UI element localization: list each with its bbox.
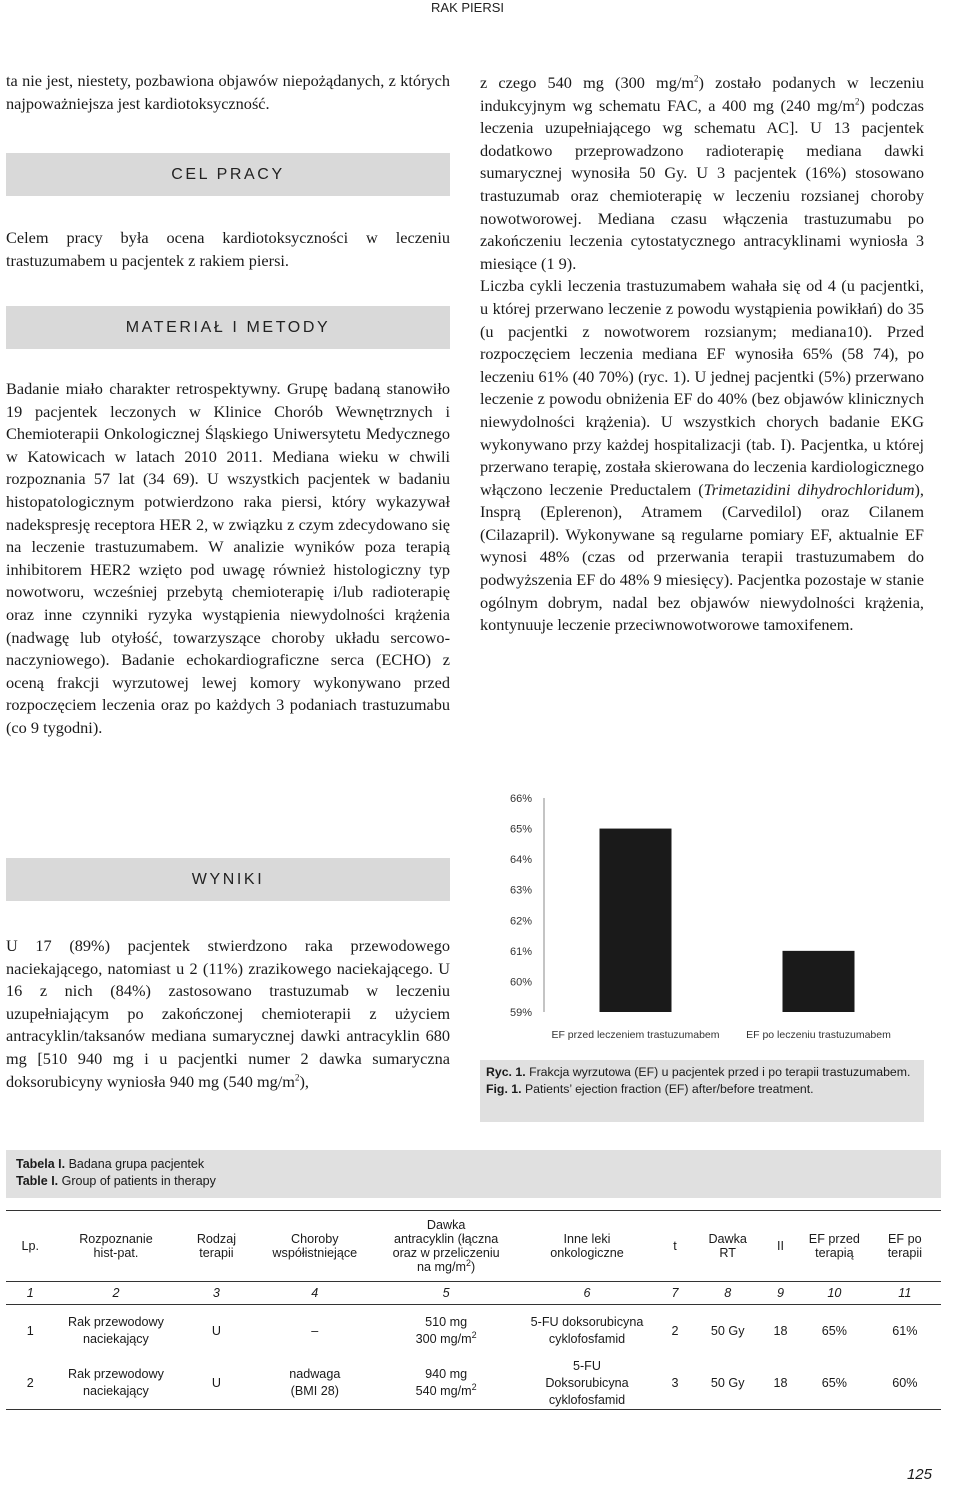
section-heading-cel: CEL PRACY	[6, 153, 450, 196]
col-number: 2	[55, 1282, 178, 1305]
col-number: 10	[800, 1282, 869, 1305]
cell-ef-po: 60%	[869, 1357, 941, 1410]
chart-bar	[783, 951, 855, 1012]
figure-label-pl: Ryc. 1.	[486, 1065, 526, 1079]
y-tick-label: 60%	[509, 976, 532, 989]
table-caption-en	[16, 1173, 931, 1190]
right-paragraph-1	[480, 72, 924, 275]
wyniki-sup: 2	[294, 1072, 300, 1083]
cell-inne-leki: 5-FU doksorubicyna cyklofosfamid	[530, 1315, 644, 1346]
col-number: 11	[869, 1282, 941, 1305]
wyniki-text: U 17 (89%) pacjentek stwierdzono raka przewodowego naciekającego, natomiast u 2 (11%) zrazikowego naciekającego. U 16 z nich (84%) zastosowano trastuzumab w leczeniu uzupełniającym po zakończonej chemioterapii z użyciem antracyklin/taksanów mediana sumarycznej dawki antracyklin 680 mg [510 940 mg i u pacjentki numer 2 dawka sumaryczna doksorubicyny wyniosła 940 mg (540 mg/m	[6, 936, 450, 1091]
y-tick-label: 61%	[509, 945, 532, 958]
header-rozpoznanie: Rozpoznanie hist-pat.	[79, 1232, 153, 1260]
patients-table	[6, 1210, 941, 1410]
cell-dawka: 940 mg 540 $mg/m^2$	[374, 1357, 518, 1410]
table-caption	[6, 1150, 941, 1198]
figure-label-en: Fig. 1.	[486, 1082, 522, 1096]
cell-ef-przed: 65%	[800, 1357, 869, 1410]
chart-bar	[600, 829, 672, 1012]
cel-paragraph: Celem pracy była ocena kardiotoksyczności w leczeniu trastuzumabem u pacjentek z rakiem piersi.	[6, 228, 450, 270]
column-number-row	[6, 1282, 941, 1305]
col-number: 3	[177, 1282, 255, 1305]
header-rodzaj: Rodzaj terapii	[196, 1232, 237, 1260]
p1-a: z czego 540 mg (300 mg/m	[480, 73, 695, 92]
p1-sup1: 2	[694, 73, 699, 84]
cell-t: 2	[671, 1323, 679, 1338]
cell-dawka-rt: 50 Gy	[694, 1357, 761, 1410]
wyniki-block	[6, 935, 450, 1093]
y-tick-label: 62%	[509, 915, 532, 928]
header-lp: Lp.	[21, 1239, 40, 1253]
table-text-en: Group of patients in therapy	[58, 1174, 216, 1188]
cell-rozpoznanie: Rak przewodowy naciekający	[68, 1315, 164, 1346]
header-dawka: Dawka antracyklin (łączna oraz w przeliczeniu na $mg/m^2$)	[392, 1218, 500, 1274]
figure-text-en: Patients’ ejection fraction (EF) after/before treatment.	[521, 1082, 814, 1096]
page-number: 125	[906, 1466, 932, 1483]
figure-caption-pl	[486, 1064, 918, 1081]
p2-b: ), Insprą (Eplerenon), Atramem (Carvedilol) oraz Cilanem (Cilazapril). Wykonywane są regularne pomiary EF, aktualnie EF wynosi 48% (czas od przerwania terapii trastuzumabem do podwyższenia EF do 48% 9 miesięcy). Pacjentka pozostaje w stanie ogólnym dobrym, nadal bez objawów niewydolności krążenia, kontynuuje leczenie przeciwnowotworowe tamoxifenem.	[480, 479, 924, 635]
cell-lp: 2	[6, 1357, 55, 1410]
figure-text-pl: Frakcja wyrzutowa (EF) u pacjentek przed i po terapii trastuzumabem.	[525, 1065, 911, 1079]
x-category-label: EF przed leczeniem trastuzumabem	[551, 1029, 720, 1041]
figure-caption	[480, 1060, 924, 1122]
cell-choroby: nadwaga (BMI 28)	[256, 1357, 374, 1410]
y-tick-label: 59%	[509, 1007, 532, 1019]
table-caption-pl	[16, 1156, 931, 1173]
running-header: RAK PIERSI	[431, 0, 504, 15]
y-tick-label: 64%	[509, 854, 532, 867]
col-number: 1	[6, 1282, 55, 1305]
col-number: 4	[256, 1282, 374, 1305]
cell-dawka-rt: 50 Gy	[710, 1323, 745, 1338]
p1-b: ) zostało podanych w leczeniu indukcyjnym wg schematu FAC, a 400 mg (240 mg/m	[480, 73, 925, 115]
section-heading-material: MATERIAŁ I METODY	[6, 306, 450, 349]
left-intro	[6, 70, 450, 115]
p1-sup2: 2	[855, 96, 860, 107]
col-number: 5	[374, 1282, 518, 1305]
x-category-label: EF po leczeniu trastuzumabem	[746, 1029, 891, 1041]
right-paragraph-2	[480, 275, 924, 637]
col-number: 9	[761, 1282, 800, 1305]
wyniki-paragraph	[6, 935, 450, 1093]
table-label-pl: Tabela I.	[16, 1157, 66, 1171]
y-tick-label: 65%	[509, 823, 532, 836]
y-tick-label: 63%	[509, 884, 532, 897]
wyniki-end: ),	[299, 1071, 309, 1091]
header-ef-po: EF po terapii	[887, 1232, 922, 1260]
y-tick-label: 66%	[509, 793, 532, 805]
header-ef-przed: EF przed terapią	[808, 1232, 860, 1260]
table-label-en: Table I.	[16, 1174, 59, 1188]
col-number: 8	[694, 1282, 761, 1305]
p2-italic: Trimetazidini dihydrochloridum	[703, 479, 915, 499]
cell-t: 3	[656, 1357, 695, 1410]
table-row	[6, 1357, 941, 1410]
material-paragraph: Badanie miało charakter retrospektywny. Grupę badaną stanowiło 19 pacjentek leczonych w Klinice Chorób Wewnętrznych i Chemioterapii Onkologicznej Śląskiego Uniwersytetu Medycznego w Katowicach w latach 2010 2011. Mediana wieku w chwili rozpoznania 57 lat (34 69). U wszystkich pacjentek w badaniu histopatologicznym potwierdzono raka piersi, który wykazywał nadekspresję receptora HER 2, w związku z czym zdecydowano się na leczenie trastuzumabem. W analizie wyników poza terapią inhibitorem HER2 wzięto pod uwagę również histologiczny typ nowotworu, wcześniej przebytą chemioterapię i/lub radioterapię oraz inne czynniki ryzyka wystąpienia niewydolności krążenia (nadwagę lub otyłość, towarzyszące choroby układu sercowo-naczyniowego). Badanie echokardiograficzne serca (ECHO) z oceną frakcji wyrzutowej lewej komory wykonywano przed rozpoczęciem leczenia oraz po każdych 3 podaniach trastuzumabu (co 9 tygodni).	[6, 379, 450, 737]
figure-caption-en	[486, 1081, 918, 1098]
header-choroby: Choroby współistniejące	[272, 1232, 358, 1260]
cell-ef-przed: 65%	[821, 1323, 847, 1338]
cell-lp: 1	[26, 1323, 34, 1338]
cell-ef-po: 61%	[892, 1323, 918, 1338]
cell-rodzaj: U	[177, 1357, 255, 1410]
ef-bar-chart	[480, 782, 924, 1054]
p1-c: ) podczas leczenia uzupełniającego wg schematu AC]. U 13 pacjentek dodatkowo przeprowadzono radioterapię mediana dawki sumarycznej wynosiła 50 Gy. U 3 pacjentek (16%) stosowano trastuzumab oraz chemioterapię w leczeniu rozsianej choroby nowotworowej. Mediana czasu włączenia trastuzumabu po zakończeniu leczenia cytostatycznego antracyklinami wyniosła 3 miesiące (1 9).	[480, 95, 924, 273]
header-t: t	[673, 1239, 677, 1253]
p2-a: Liczba cykli leczenia trastuzumabem wahała się od 4 (u pacjentki, u której przerwano leczenie z powodu wystąpienia powikłań) do 35 (u pacjentki z nowotworem rozsianym; mediana10). Przed rozpoczęciem leczenia mediana EF wynosiła 65% (58 74), po leczeniu 61% (40 70%) (ryc. 1). U jednej pacjentki (5%) przerwano leczenie z powodu obniżenia EF do 40% (bez objawów klinicznych niewydolności krążenia). U wszystkich chorych badanie EKG wykonywano przy każdej hospitalizacji (tab. I). Pacjentka, u której przerwano terapię, została skierowana do leczenia kardiologicznego włączono leczenie Preductalem (	[480, 276, 924, 499]
material-block	[6, 378, 450, 740]
col-number: 6	[518, 1282, 655, 1305]
section-heading-wyniki: WYNIKI	[6, 858, 450, 901]
table-header-row	[6, 1211, 941, 1282]
cell-rozpoznanie: Rak przewodowy naciekający	[55, 1357, 178, 1410]
header-inne-leki: Inne leki onkologiczne	[550, 1232, 624, 1260]
intro-paragraph: ta nie jest, niestety, pozbawiona objawów niepożądanych, z których najpoważniejsza jest kardiotoksyczność.	[6, 71, 450, 113]
table-row	[6, 1305, 941, 1358]
header-ii: II	[777, 1239, 785, 1253]
cell-inne-leki: 5-FU Doksorubicyna cyklofosfamid	[518, 1357, 655, 1410]
cell-ii: 18	[761, 1357, 800, 1410]
cell-rodzaj: U	[211, 1323, 221, 1338]
cell-dawka: 510 mg 300 $mg/m^2$	[415, 1315, 477, 1346]
right-text	[480, 72, 924, 637]
cell-ii: 18	[773, 1323, 788, 1338]
cel-block	[6, 227, 450, 272]
header-dawka-rt: Dawka RT	[708, 1232, 747, 1260]
cell-choroby: –	[311, 1323, 319, 1338]
col-number: 7	[656, 1282, 695, 1305]
table-text-pl: Badana grupa pacjentek	[65, 1157, 205, 1171]
